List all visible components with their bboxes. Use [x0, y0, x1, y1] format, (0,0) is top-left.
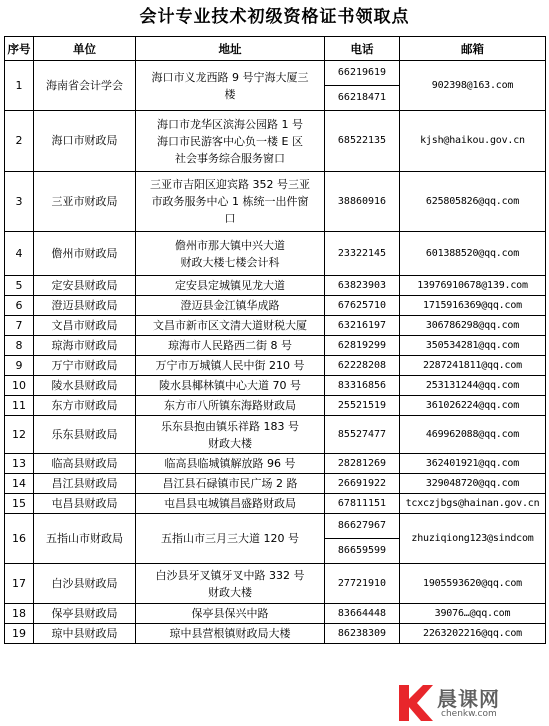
table-row: [5, 232, 546, 276]
cell-unit: 临高县财政局: [34, 454, 136, 474]
cell-phone: [325, 494, 400, 514]
phone-number: 66219619: [337, 67, 387, 78]
cell-address: [136, 232, 325, 276]
cell-phone: [325, 514, 400, 564]
cell-email: 253131244@qq.com: [400, 376, 546, 396]
table-row: [5, 296, 546, 316]
cell-address: [136, 474, 325, 494]
address-line: 财政大楼: [208, 585, 252, 599]
cell-address: [136, 276, 325, 296]
phone-number: 28281269: [337, 457, 387, 469]
watermark-brand: 晨课网: [437, 687, 500, 711]
cell-address: [136, 604, 325, 624]
cell-address: [136, 61, 325, 111]
watermark-url: chenkw.com: [441, 709, 497, 719]
cell-email: 1715916369@qq.com: [400, 296, 546, 316]
collection-points-table: [4, 36, 546, 644]
header-phone: 电话: [325, 37, 400, 61]
cell-address: [136, 296, 325, 316]
cell-phone: [325, 474, 400, 494]
cell-email: zhuziqiong123@sindcom: [400, 514, 546, 564]
phone-number: 67625710: [337, 299, 387, 311]
address-line: 陵水县椰林镇中心大道 70 号: [159, 379, 301, 392]
cell-no: 13: [5, 454, 34, 474]
phone-number: 68522135: [337, 135, 387, 146]
table-row: [5, 172, 546, 232]
phone-number: 38860916: [337, 195, 387, 207]
table-row: [5, 376, 546, 396]
cell-address: [136, 494, 325, 514]
cell-phone: [325, 396, 400, 416]
phone-number: 67811151: [337, 497, 387, 509]
address-line: 海口市龙华区滨海公园路 1 号: [157, 117, 303, 131]
address-line: 三亚市吉阳区迎宾路 352 号三亚: [150, 178, 310, 191]
cell-unit: 五指山市财政局: [34, 514, 136, 564]
cell-phone: [325, 564, 400, 604]
cell-phone: [325, 61, 400, 111]
table-row: [5, 514, 546, 564]
phone-number: 86238309: [337, 627, 387, 639]
table-body: [5, 61, 546, 644]
cell-phone: [325, 111, 400, 172]
cell-no: 11: [5, 396, 34, 416]
address-line: 口: [224, 212, 236, 225]
address-line: 保亭县保兴中路: [191, 607, 269, 620]
cell-email: 625805826@qq.com: [400, 172, 546, 232]
cell-unit: 三亚市财政局: [34, 172, 136, 232]
table-row: [5, 454, 546, 474]
cell-no: 3: [5, 172, 34, 232]
cell-no: 15: [5, 494, 34, 514]
address-line: 财政大楼: [208, 436, 252, 450]
cell-no: 12: [5, 416, 34, 454]
cell-unit: 儋州市财政局: [34, 232, 136, 276]
cell-email: 902398@163.com: [400, 61, 546, 111]
address-line: 琼中县营根镇财政局大楼: [169, 627, 291, 640]
cell-no: 2: [5, 111, 34, 172]
cell-address: [136, 336, 325, 356]
table-row: [5, 604, 546, 624]
header-email: 邮箱: [400, 37, 546, 61]
cell-no: 14: [5, 474, 34, 494]
header-no: 序号: [5, 37, 34, 61]
address-line: 海口市民游客中心负一楼 E 区: [157, 134, 303, 148]
phone-number: 27721910: [337, 577, 387, 589]
phone-number: 26691922: [337, 477, 387, 489]
cell-address: [136, 396, 325, 416]
cell-no: 6: [5, 296, 34, 316]
phone-number: 83664448: [337, 607, 387, 619]
cell-address: [136, 111, 325, 172]
cell-phone: [325, 356, 400, 376]
cell-no: 1: [5, 61, 34, 111]
cell-phone: [325, 336, 400, 356]
cell-unit: 文昌市财政局: [34, 316, 136, 336]
cell-email: 361026224@qq.com: [400, 396, 546, 416]
phone-number: 86659599: [325, 538, 399, 563]
cell-phone: [325, 232, 400, 276]
cell-unit: 万宁市财政局: [34, 356, 136, 376]
cell-no: 8: [5, 336, 34, 356]
cell-no: 19: [5, 624, 34, 644]
cell-unit: 海南省会计学会: [34, 61, 136, 111]
address-line: 昌江县石碌镇市民广场 2 路: [162, 477, 298, 490]
address-line: 琼海市人民路西二街 8 号: [168, 339, 292, 352]
cell-email: 601388520@qq.com: [400, 232, 546, 276]
cell-phone: [325, 172, 400, 232]
address-line: 五指山市三月三大道 120 号: [161, 532, 299, 545]
table-row: [5, 494, 546, 514]
cell-phone: [325, 454, 400, 474]
address-line: 社会事务综合服务窗口: [175, 151, 285, 165]
cell-unit: 陵水县财政局: [34, 376, 136, 396]
cell-address: [136, 514, 325, 564]
phone-number: 83316856: [337, 379, 387, 391]
address-line: 屯昌县屯城镇昌盛路财政局: [164, 497, 296, 510]
cell-address: [136, 416, 325, 454]
header-unit: 单位: [34, 37, 136, 61]
cell-no: 9: [5, 356, 34, 376]
cell-address: [136, 356, 325, 376]
cell-email: 2263202216@qq.com: [400, 624, 546, 644]
cell-address: [136, 624, 325, 644]
cell-email: 362401921@qq.com: [400, 454, 546, 474]
cell-unit: 乐东县财政局: [34, 416, 136, 454]
cell-unit: 东方市财政局: [34, 396, 136, 416]
table-row: [5, 316, 546, 336]
cell-unit: 白沙县财政局: [34, 564, 136, 604]
cell-unit: 琼中县财政局: [34, 624, 136, 644]
cell-no: 18: [5, 604, 34, 624]
page-title: 会计专业技术初级资格证书领取点: [139, 7, 410, 27]
cell-unit: 屯昌县财政局: [34, 494, 136, 514]
cell-address: [136, 316, 325, 336]
cell-address: [136, 454, 325, 474]
cell-unit: 海口市财政局: [34, 111, 136, 172]
cell-email: 39076…@qq.com: [400, 604, 546, 624]
cell-unit: 琼海市财政局: [34, 336, 136, 356]
cell-phone: [325, 316, 400, 336]
cell-address: [136, 564, 325, 604]
cell-no: 5: [5, 276, 34, 296]
cell-address: [136, 172, 325, 232]
table-row: [5, 396, 546, 416]
cell-email: tcxczjbgs@hainan.gov.cn: [400, 494, 546, 514]
phone-number: 62819299: [337, 339, 387, 351]
cell-email: 13976910678@139.com: [400, 276, 546, 296]
table-row: [5, 624, 546, 644]
address-line: 白沙县牙叉镇牙叉中路 332 号: [155, 568, 305, 582]
cell-no: 7: [5, 316, 34, 336]
cell-no: 16: [5, 514, 34, 564]
table-row: [5, 276, 546, 296]
address-line: 楼: [224, 87, 236, 101]
cell-phone: [325, 604, 400, 624]
address-line: 海口市义龙西路 9 号宁海大厦三: [151, 70, 309, 84]
address-line: 文昌市新市区文清大道财税大厦: [153, 319, 307, 332]
cell-email: 469962088@qq.com: [400, 416, 546, 454]
cell-unit: 昌江县财政局: [34, 474, 136, 494]
site-watermark: [397, 681, 547, 725]
phone-number: 63216197: [337, 319, 387, 331]
address-line: 东方市八所镇东海路财政局: [164, 399, 296, 412]
table-row: [5, 356, 546, 376]
cell-email: 350534281@qq.com: [400, 336, 546, 356]
cell-unit: 澄迈县财政局: [34, 296, 136, 316]
cell-no: 17: [5, 564, 34, 604]
phone-number: 66218471: [325, 85, 399, 110]
phone-number: 23322145: [337, 247, 387, 259]
address-line: 儋州市那大镇中兴大道: [175, 238, 285, 252]
table-row: [5, 336, 546, 356]
cell-phone: [325, 376, 400, 396]
cell-email: 2287241811@qq.com: [400, 356, 546, 376]
cell-address: [136, 376, 325, 396]
cell-unit: 定安县财政局: [34, 276, 136, 296]
cell-unit: 保亭县财政局: [34, 604, 136, 624]
table-row: [5, 416, 546, 454]
cell-no: 4: [5, 232, 34, 276]
brand-logo-icon: [397, 683, 433, 723]
table-row: [5, 61, 546, 111]
table-row: [5, 474, 546, 494]
phone-number: 62228208: [337, 359, 387, 371]
phone-number: 86627967: [337, 520, 387, 531]
cell-phone: [325, 296, 400, 316]
cell-email: 1905593620@qq.com: [400, 564, 546, 604]
address-line: 财政大楼七楼会计科: [180, 255, 280, 269]
address-line: 市政务服务中心 1 栋统一出件窗: [151, 195, 309, 208]
header-address: 地址: [136, 37, 325, 61]
cell-no: 10: [5, 376, 34, 396]
phone-number: 63823903: [337, 279, 387, 291]
address-line: 澄迈县金江镇华成路: [180, 299, 280, 312]
table-row: [5, 111, 546, 172]
cell-email: kjsh@haikou.gov.cn: [400, 111, 546, 172]
address-line: 定安县定城镇见龙大道: [175, 279, 285, 292]
phone-number: 85527477: [337, 428, 387, 440]
cell-email: 329048720@qq.com: [400, 474, 546, 494]
table-row: [5, 564, 546, 604]
address-line: 万宁市万城镇人民中街 210 号: [155, 359, 305, 372]
cell-phone: [325, 416, 400, 454]
address-line: 乐东县抱由镇乐祥路 183 号: [161, 419, 299, 433]
cell-phone: [325, 276, 400, 296]
table-header-row: [5, 37, 546, 61]
cell-email: 306786298@qq.com: [400, 316, 546, 336]
cell-phone: [325, 624, 400, 644]
address-line: 临高县临城镇解放路 96 号: [164, 457, 296, 470]
phone-number: 25521519: [337, 399, 387, 411]
